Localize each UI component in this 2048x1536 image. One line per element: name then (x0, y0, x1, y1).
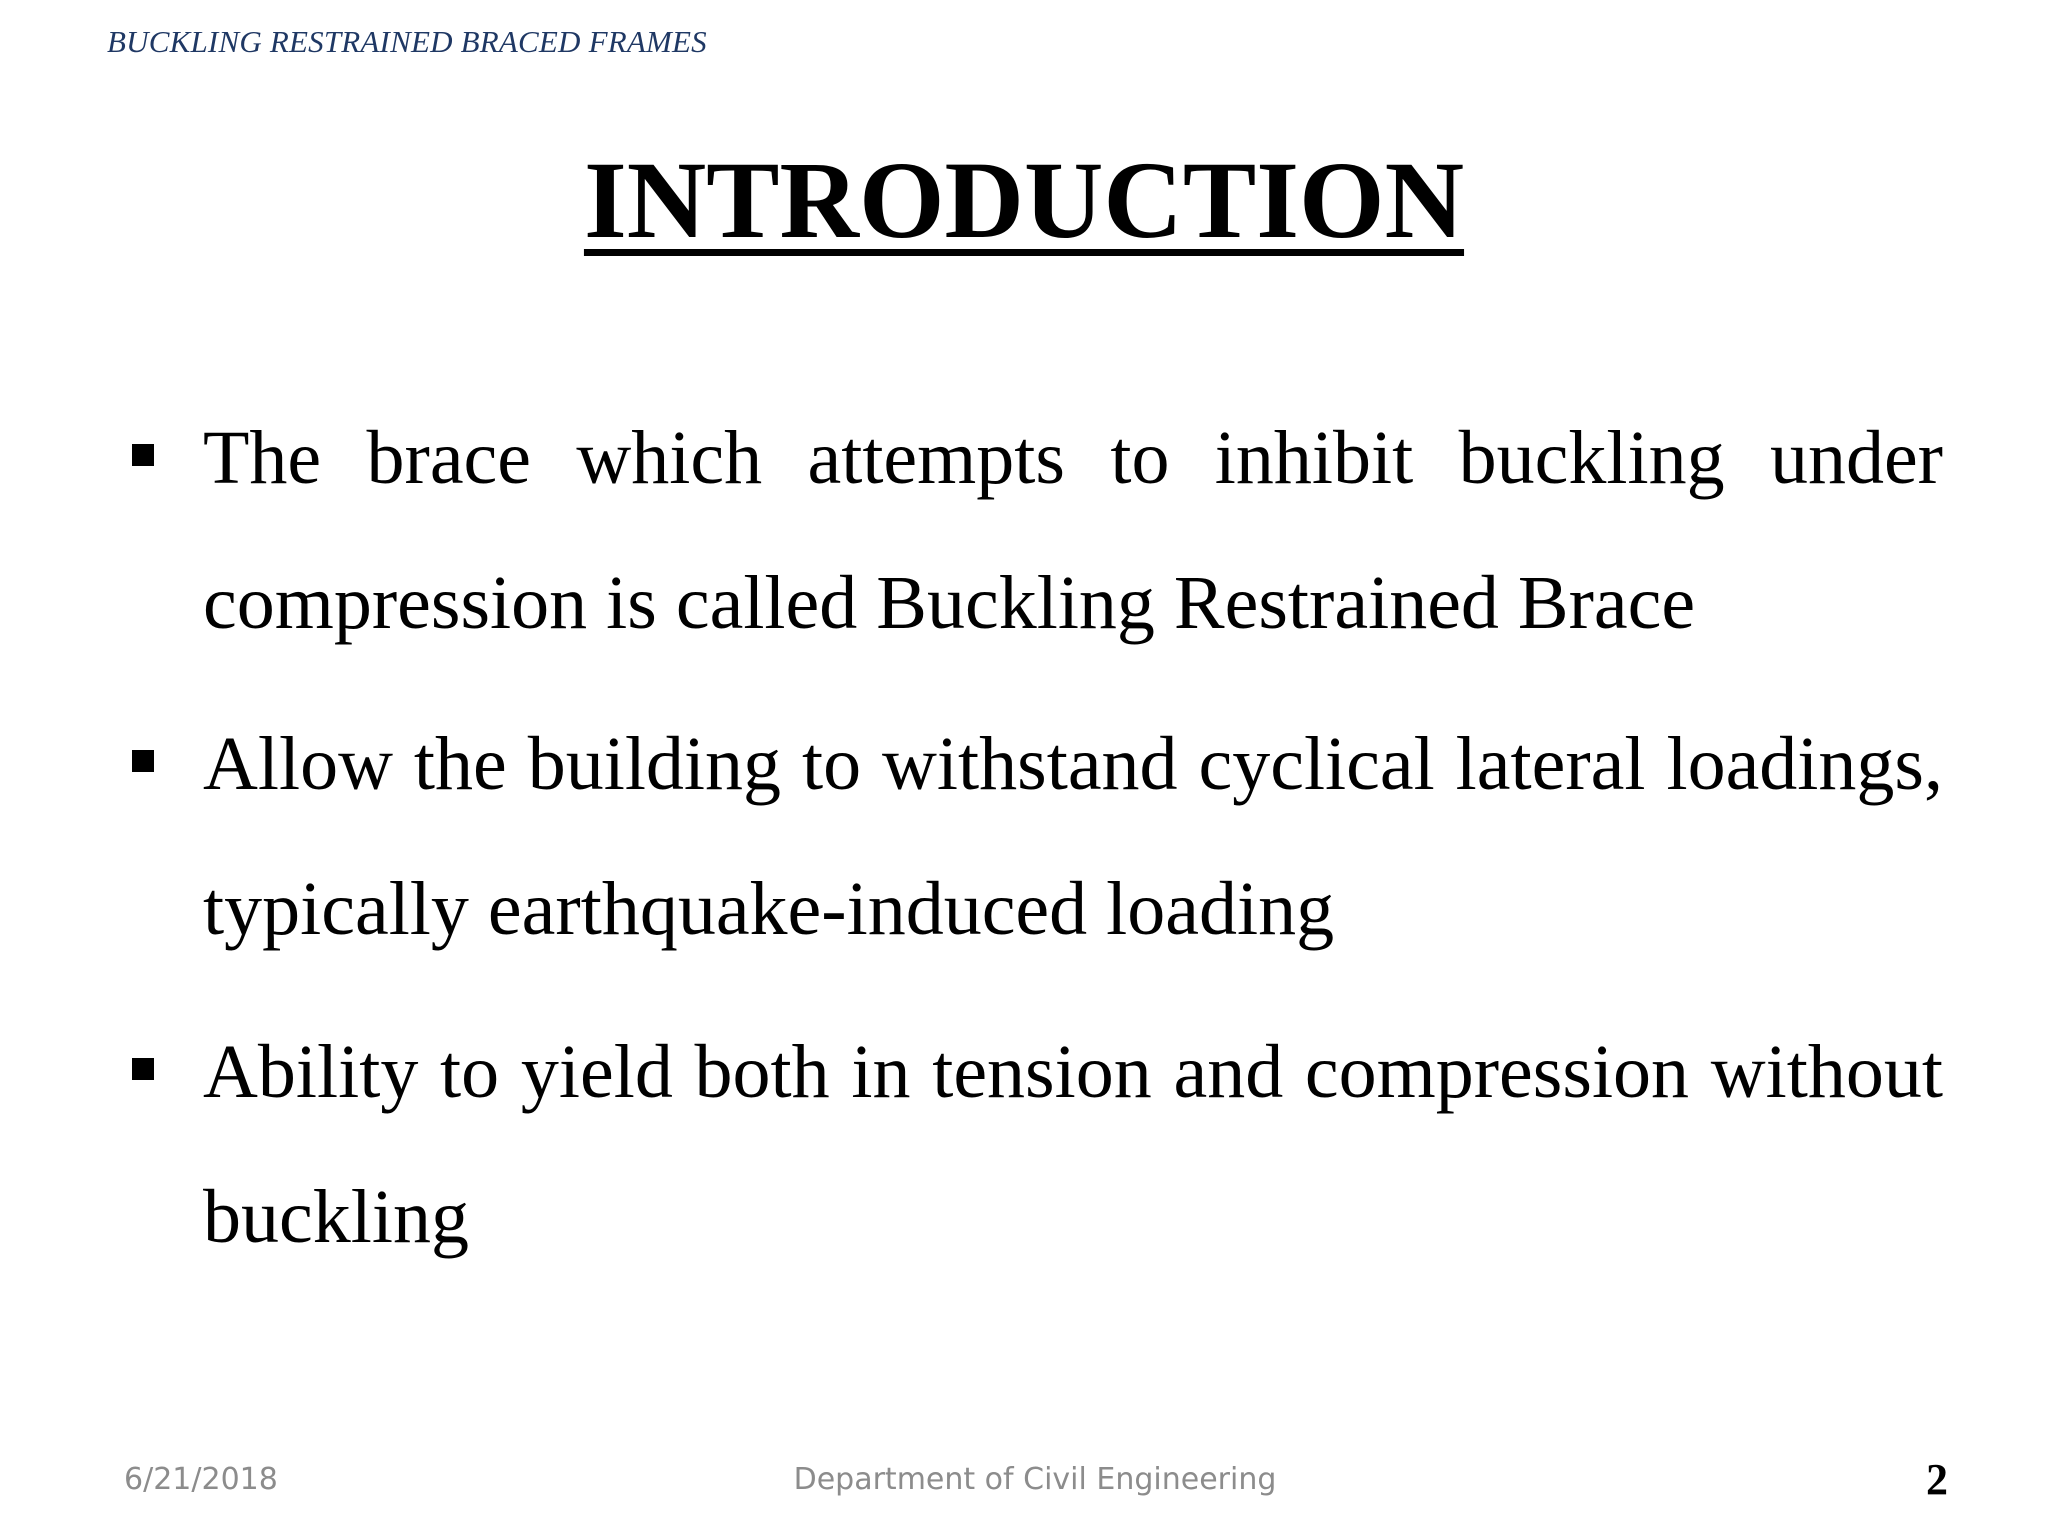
square-bullet-icon (132, 1058, 154, 1080)
footer-department: Department of Civil Engineering (793, 1462, 1277, 1497)
footer-date: 6/21/2018 (124, 1462, 278, 1497)
slide-title: INTRODUCTION (583, 139, 1465, 261)
bullet-item: Allow the building to withstand cyclical lateral loadings, typically earthquake-induced loading (203, 722, 1943, 951)
bullet-item: Ability to yield both in tension and compression without buckling (203, 1030, 1943, 1259)
page-number: 2 (1926, 1455, 1948, 1504)
bullet-item: The brace which attempts to inhibit buckling under compression is called Buckling Restrained Brace (203, 416, 1943, 645)
square-bullet-icon (132, 750, 154, 772)
running-header: BUCKLING RESTRAINED BRACED FRAMES (107, 24, 707, 59)
square-bullet-icon (132, 444, 154, 466)
